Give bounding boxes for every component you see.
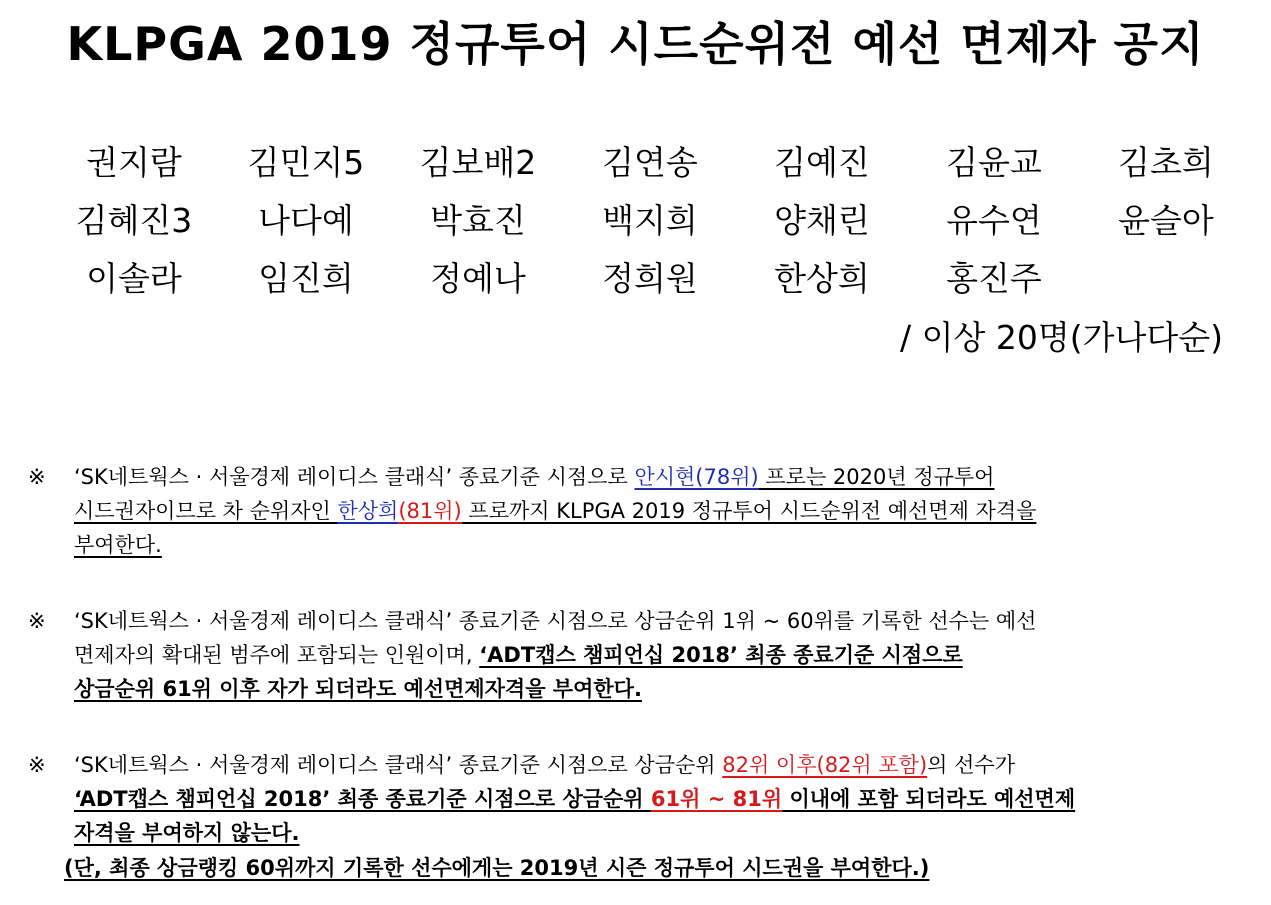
player-name: 백지희: [602, 201, 698, 240]
rank-81: (81위): [398, 499, 462, 523]
player-name: 나다예: [258, 201, 354, 240]
note-2-emphasis: ‘ADT캡스 챔피언십 2018’ 최종 종료기준 시점으로: [479, 643, 963, 667]
note-3-emphasis: ‘ADT캡스 챔피언십 2018’ 최종 종료기준 시점으로 상금순위: [74, 787, 651, 811]
reference-mark: ※: [28, 753, 46, 777]
note-1-text: 시드권자이므로 차 순위자인: [74, 499, 338, 523]
reference-mark: ※: [28, 465, 46, 489]
player-name: 이솔라: [86, 259, 182, 298]
note-3: [28, 748, 1248, 850]
notice-title: KLPGA 2019 정규투어 시드순위전 예선 면제자 공지: [66, 17, 1205, 71]
note-3-text: ‘SK네트웍스 · 서울경제 레이디스 클래식’ 종료기준 시점으로 상금순위: [74, 753, 723, 777]
player-name: 홍진주: [946, 259, 1042, 298]
player-name: 김보배2: [419, 143, 537, 182]
player-name: 양채린: [774, 201, 870, 240]
reference-mark: ※: [28, 609, 46, 633]
player-name: 김예진: [774, 143, 870, 182]
player-name: 박효진: [430, 201, 526, 240]
note-3-emphasis: 이내에 포함 되더라도 예선면제: [782, 787, 1076, 811]
note-1: [28, 460, 1248, 562]
note-2-emphasis: 상금순위 61위 이후 자가 되더라도 예선면제자격을 부여한다.: [74, 677, 642, 701]
note-1-text: ‘SK네트웍스 · 서울경제 레이디스 클래식’ 종료기준 시점으로: [74, 465, 635, 489]
player-name: 정예나: [430, 259, 526, 298]
player-name: 김윤교: [946, 143, 1042, 182]
rank-82-and-below: 82위 이후(82위 포함): [722, 753, 928, 777]
player-name: 한상희: [774, 259, 870, 298]
player-han-sanghee: 한상희: [337, 499, 399, 523]
player-name: 김초희: [1118, 143, 1214, 182]
rank-61-81: 61위 ~ 81위: [650, 787, 783, 811]
player-count-summary: / 이상 20명(가나다순): [900, 318, 1223, 357]
exempt-player-list: [48, 140, 1228, 302]
note-3-emphasis: 자격을 부여하지 않는다.: [74, 821, 300, 845]
player-name: 윤슬아: [1118, 201, 1214, 240]
note-3-text: 의 선수가: [927, 753, 1015, 777]
note-2: [28, 604, 1248, 706]
player-name: 임진희: [258, 259, 354, 298]
player-name: 정희원: [602, 259, 698, 298]
note-1-text: 프로는 2020년 정규투어: [758, 465, 995, 489]
player-name: 유수연: [946, 201, 1042, 240]
player-name: 김혜진3: [75, 201, 193, 240]
player-name: 권지람: [86, 143, 182, 182]
note-1-text: 부여한다.: [74, 533, 162, 557]
note-2-text: ‘SK네트웍스 · 서울경제 레이디스 클래식’ 종료기준 시점으로 상금순위 1위 ~ 60위를 기록한 선수는 예선: [74, 609, 1037, 633]
note-3-proviso: (단, 최종 상금랭킹 60위까지 기록한 선수에게는 2019년 시즌 정규투어 시드권을 부여한다.): [64, 856, 930, 880]
note-1-text: 프로까지 KLPGA 2019 정규투어 시드순위전 예선면제 자격을: [461, 499, 1037, 523]
player-name: 김민지5: [247, 143, 365, 182]
player-ahn-sihyun: 안시현(78위): [634, 465, 759, 489]
note-2-text: 면제자의 확대된 범주에 포함되는 인원이며,: [74, 643, 480, 667]
player-name: 김연송: [602, 143, 698, 182]
